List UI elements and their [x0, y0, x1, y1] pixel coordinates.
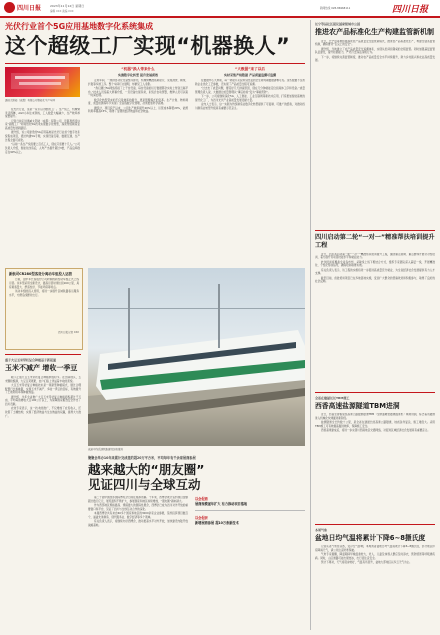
left-story-p: 大豆玉米带状复合种植技术是一项新型种植模式，通过合理配置行比和株距，实现玉米不减产、多收一季豆的目标，有效提升了土地利用率和种植效益。: [5, 384, 81, 395]
right-column-divider: [310, 20, 311, 630]
lead-body-col2: [195, 67, 305, 199]
paper-logo-icon: [4, 2, 15, 13]
right-story-3-p: 盐源隧道全长约数十公里，是全省在建最长的高速公路隧道，地质条件复杂，施工难度大。采用TBM施工可有效提高掘进效率，保障施工安全。: [315, 421, 435, 429]
rail-photo-art: [88, 268, 305, 446]
left-box: [5, 268, 83, 350]
lead-intro-p: “以前一条生产线需要上百名工人，现在只需要十几人。”公司负责人介绍，智能化改造后，人均产出提升超过3倍，产品良率稳定在99%以上。: [5, 143, 80, 154]
rail-body-p: 本届西博会共有来自60多个国家和地区的3000余家企业参展，签约投资项目数百个，涵盖先进制造、现代服务业、数字经济等多个领域。: [88, 512, 188, 519]
rail-box-kicker: 以会促商: [195, 497, 208, 501]
right-rule-3: [315, 524, 435, 525]
rail-box-title-2: 新增展商参展 超10万条新技术: [195, 520, 239, 525]
rail-photo-caption: 成渝中线高速铁路建设加快推进: [88, 448, 124, 451]
left-story-p: 据介绍，今年全省推广大豆玉米带状复合种植面积超过千万亩，平均每亩增收大豆100公斤以上，为保障国家粮食安全作出了四川贡献。: [5, 395, 81, 407]
lead-subhead-1: “机器”换人带来什么: [121, 67, 155, 71]
left-box-byline: 四川日报记者 XXX: [58, 331, 79, 335]
right-story-2-title: 四川启动第二轮“一对一”精准帮扶培训提升工程: [315, 234, 435, 249]
lead-intro-p: 记者日前走进通威太阳能（成都）有限公司，近距离感受这家“超级工厂”如何依托5G技术实现数字化转型，探索传统制造业高质量发展新路径。: [5, 119, 80, 131]
lead-photo: [5, 67, 80, 97]
lead-body-p: 在数据中心大屏前，每一块硅片从投料到出货的全生命周期数据清晰可见。这些数据不仅帮助企业优化工艺参数，还实现了产品质量全程可追溯。: [195, 79, 305, 86]
rail-body-p: 有关负责人表示，将继续办好西博会，推动更高水平对外开放，加快建设内陆开放战略高地。: [88, 520, 188, 527]
right-story-3-p: 西香高速建成后，将进一步完善川西南地区交通网络，对促进区域经济社会发展具有重要意义。: [321, 429, 430, 433]
right-story-1: [315, 22, 435, 190]
lead-rule: [5, 63, 305, 64]
lead-story: [5, 22, 305, 58]
right-rule-2: [315, 392, 435, 393]
rail-title-line1: 越来越大的“朋友圈”: [88, 462, 205, 477]
right-story-2: [315, 234, 435, 388]
right-story-4-p: 记者从省气象台获悉，受冷空气影响，本周我省盆地日均气温将累计下降6~8摄氏度，部分地区伴有降雨天气，请公众注意防寒保暖。: [315, 545, 435, 553]
rail-body-p: 第二十届中国西部国际博览会日前在成都闭幕。十年来，西博会累计签约项目金额超过数万亿元，展览面积不断扩大，参展国家和地区持续增加，“朋友圈”越来越大。: [88, 496, 188, 503]
lead-body-p: 业内人士表示，这一实践为传统制造业数字化转型提供了可复制、可推广的经验，对推动四川制造业转型升级具有重要示范意义。: [195, 103, 305, 110]
right-story-4-p: 预计下周初，天气将逐步转好，气温有所回升，盆地大部地区以多云天气为主。: [321, 561, 412, 565]
edition-info: 编辑 XXX 美编 XXX: [50, 10, 74, 13]
masthead: [0, 0, 440, 18]
lead-body-p: 下一步，公司将继续深化5G、人工智能、工业互联网等新技术应用，打造更加智能高效的现代化工厂，为四川光伏产业高质量发展贡献力量。: [195, 95, 305, 102]
rail-subhead-block: [195, 496, 305, 525]
lead-intro-p: 在光伏行业，这是一家引以为傲的工厂。生产线上，机械臂灵活挥舞，AGV小车往来穿梭，工人数量大幅减少，生产效率却成倍提升。: [5, 108, 80, 119]
left-story: [5, 358, 81, 621]
right-story-3-title: 西香高速盐源隧道TBM进洞: [315, 402, 400, 410]
lead-subhead-1-sub: 实施数字化转型 提升发展质效: [117, 73, 159, 77]
lead-title: 这个超级工厂实现“机器换人”: [5, 34, 291, 58]
paper-logo-label: 四川日报: [17, 5, 42, 12]
right-story-2-p: 此次培训将覆盖全省各市州，采取线上线下相结合方式，组织专家团队深入基层一线，开展精准化、个性化帮扶指导，确保培训取得实效。: [315, 260, 435, 268]
left-box-title: 新航司CR280型客货分离动车组投入运营: [9, 272, 73, 276]
lead-intro-p: 据介绍，该公司建设的5G应用基地是光伏行业首个数字化系统集成项目，通过构建5G专网，实现设备互联、数据互通，生产过程全面可视化。: [5, 131, 80, 142]
left-story-rule: [5, 354, 81, 355]
right-story-3-kicker: 全省在建最长长TBM施工: [315, 396, 350, 400]
rail-box-title: 展商规模逐年扩大 有力推动项目落地: [195, 502, 248, 506]
left-story-kicker: 盛于大豆玉米带状复合种植基于新起量: [5, 358, 57, 362]
rail-title-line2: 见证四川与全球互动: [88, 477, 201, 492]
right-story-4-title: 盆地日均气温将累计下降6~8摄氏度: [315, 534, 426, 542]
rail-story: [88, 456, 305, 492]
right-story-4-p: 气象专家提醒，降温期间早晚温差较大，老人、儿童及体弱人群应及时添衣，预防感冒等呼吸道疾病。同时，山区道路可能出现结冰，出行需注意安全。: [315, 553, 435, 561]
rail-body: [88, 496, 188, 630]
left-box-p: 日前，由中车长客股份公司研制的新型动车组正式上线运营。该车型采用全新设计，最高运营时速达到160公里，具有载客量大、舒适性好、节能环保等特点。: [9, 278, 79, 289]
right-story-2-p: 有关负责人表示，该工程的实施将进一步促进高质量充分就业，为全省经济社会发展提供有力人才支撑。: [315, 268, 435, 276]
lead-photo-caption: 通威太阳能（成都）有限公司智能化生产车间: [5, 99, 56, 102]
rail-box-kicker-2: 以会促研: [195, 515, 208, 520]
issue-date: 2023年11月12日 星期日: [50, 4, 85, 8]
right-story-1-title: 推进农产品标准化生产构建监管新机制: [315, 28, 434, 36]
right-story-1-kicker: 长宁等县社区提议国家级城市公园: [315, 22, 361, 26]
rail-body-p: 作为西部地区规格最高、规模最大的国际性展会，西博会已成为四川对外开放的重要窗口和平台，见证了四川与全球互动合作的深化。: [88, 504, 188, 511]
right-rule-1: [315, 230, 435, 231]
left-story-title: 玉米不减产 增收一季豆: [5, 364, 78, 372]
right-story-3: [315, 396, 435, 518]
lead-body-p: 据统计，项目投产以来，公司生产效率提升40%以上，运营成本降低20%，能源利用率提高15%，取得了显著的经济效益和社会效益。: [88, 106, 188, 114]
lead-subhead-2-sub: 实时采集产线数据 产品质量追溯可追溯: [223, 73, 277, 77]
right-story-1-p: 近日，长宁县等地积极探索农产品质量安全监管新模式，推进农产品标准化生产，构建全链条监管机制，确保群众“舌尖上的安全”。: [315, 39, 435, 47]
right-story-2-p: 截至目前，首批培训项目已在多地落地实施，受到广大群众的普遍欢迎和积极参与，取得了良好的社会反响。: [315, 276, 435, 284]
lead-intro: [5, 108, 80, 263]
lead-body-p: “过去出了质量问题，要花好几天排查原因，现在几分钟就能定位到具体工序和设备。”质量管理负责人说，大数据让质量管理从“事后检验”变为“事前预防”。: [195, 87, 305, 94]
right-story-2-p: 近日，四川省启动第二轮“一对一”精准帮扶培训提升工程，围绕重点领域、重点群体开展针对性培训，着力提升劳动者技能水平和就业能力。: [315, 252, 435, 260]
lead-body-p: “我们通过5G网络连接了上千台设备，每台设备的运行数据都会实时上传到云端平台。”技术人员指着大屏幕介绍，一旦设备出现异常，系统会自动预警，维修人员可以第一时间处理。: [88, 87, 188, 98]
lead-photo-art: [5, 67, 80, 97]
lead-body-p: 数字化转型带来的不仅是效率的提升，更是管理模式的变革。生产计划、物料调度、质量检测等环节实现了全流程数字化管理，决策更加科学高效。: [88, 98, 188, 106]
paper-name: 四川日报: [392, 5, 429, 15]
news-hotline: 新闻热线 028-86968111: [320, 7, 351, 10]
left-story-p: 农技专家表示，这一技术的推广，不仅增加了农民收入，还改善了土壤结构，实现了经济效益与生态效益的双赢，值得大力推广。: [5, 407, 81, 418]
right-story-1-p: 下一步，将继续完善监管制度，推动农产品质量安全水平持续提升，助力乡村振兴和农业高质量发展。: [315, 55, 435, 63]
right-story-3-p: 近日，西昌至香格里拉高速公路盐源隧道TBM（全断面硬岩隧道掘进机）顺利进洞，标志着该隧道进入机械化快速掘进新阶段。: [315, 413, 435, 421]
lead-body-col1: [88, 67, 188, 269]
left-story-p: 眼下正值大豆玉米带状复合种植秋收时节。在田间地头，玉米颗粒饱满，大豆豆荚累累，农户们脸上洋溢着丰收的喜悦。: [5, 376, 81, 383]
rail-photo: [88, 268, 305, 446]
lead-subhead-2: “大数据”来了以后: [235, 67, 265, 71]
right-story-4-kicker: 本周气象: [315, 528, 328, 532]
rail-box-divider: [195, 510, 305, 511]
right-story-4: [315, 528, 435, 627]
left-box-p: 该动车组的投入使用，将进一步提升区域铁路客运服务水平，方便沿线群众出行。: [9, 289, 79, 297]
right-story-1-p: 据介绍，当地建立了农产品质量安全追溯体系，实现从田间到餐桌的全程监管。同时加强基层监管队伍建设，提升检测能力，严厉打击违法违规行为。: [315, 47, 435, 55]
lead-kicker: 光伏行业首个5G应用基地数字化系统集成: [5, 22, 154, 31]
lead-body-p: 走进车间，一排排自动化设备整齐排列，机械臂精准抓取硅片，完成清洗、制绒、扩散等多道工序。整个车间灯火通明，却鲜见工人身影。: [88, 79, 188, 86]
rail-kicker: 聚聚会举办10年来累计完成签约超20万平方米，平均每年有千余家展商参展: [88, 456, 196, 460]
